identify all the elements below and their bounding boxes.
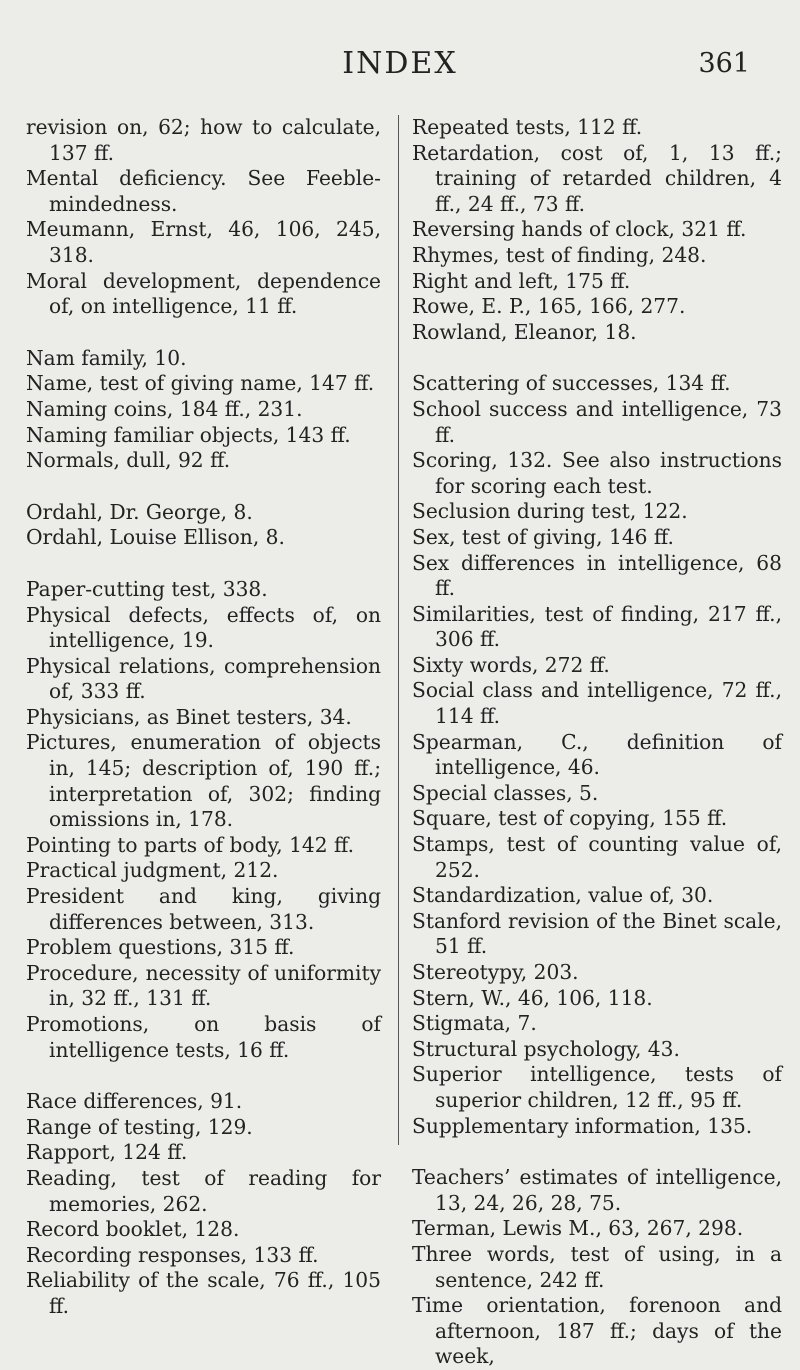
- index-entry: Stamps, test of counting value of, 252.: [412, 832, 782, 882]
- index-entry: Scattering of successes, 134 ff.: [412, 371, 731, 396]
- index-entry: revision on, 62; how to calculate, 137 ff.: [26, 115, 381, 165]
- index-entry: Ordahl, Dr. George, 8.: [26, 499, 253, 524]
- index-entry: Moral development, dependence of, on intelligence, 11 ff.: [26, 268, 381, 319]
- index-entry: Paper-cutting test, 338.: [26, 576, 268, 601]
- index-entry: Mental deficiency. See Feeble-mindedness.: [26, 166, 381, 216]
- index-entry: Range of testing, 129.: [26, 1114, 253, 1139]
- group-spacer: [26, 474, 381, 500]
- group-spacer: [26, 1063, 381, 1089]
- column-divider: [398, 115, 399, 1145]
- index-entry: Physicians, as Binet testers, 34.: [26, 704, 352, 729]
- index-entry: Rowe, E. P., 165, 166, 277.: [412, 294, 686, 319]
- index-entry: Pictures, enumeration of objects in, 145; description of, 190 ff.; interpretation of, 302; finding omissions in, 178.: [26, 730, 381, 832]
- page-number: 361: [698, 48, 750, 79]
- index-entry: Stanford revision of the Binet scale, 51 ff.: [412, 908, 782, 959]
- index-entry: Naming familiar objects, 143 ff.: [26, 422, 351, 447]
- index-entry: Nam family, 10.: [26, 345, 187, 370]
- index-entry: Rapport, 124 ff.: [26, 1140, 188, 1165]
- index-entry: Physical defects, effects of, on intelligence, 19.: [26, 602, 381, 653]
- index-entry: Procedure, necessity of uniformity in, 32 ff., 131 ff.: [26, 960, 381, 1011]
- page-header: [0, 46, 800, 86]
- index-entry: President and king, giving differences between, 313.: [26, 884, 381, 934]
- index-entry: Similarities, test of finding, 217 ff., 306 ff.: [412, 601, 782, 652]
- index-entry: Reversing hands of clock, 321 ff.: [412, 217, 747, 242]
- index-entry: Social class and intelligence, 72 ff., 114 ff.: [412, 678, 782, 729]
- index-entry: Reading, test of reading for memories, 262.: [26, 1165, 381, 1216]
- index-entry: Sex, test of giving, 146 ff.: [412, 524, 674, 549]
- index-entry: Meumann, Ernst, 46, 106, 245, 318.: [26, 217, 381, 267]
- group-spacer: [26, 551, 381, 577]
- index-entry: Repeated tests, 112 ff.: [412, 115, 643, 139]
- index-entry: Three words, test of using, in a sentence, 242 ff.: [412, 1241, 782, 1292]
- group-spacer: [412, 345, 782, 371]
- index-entry: Pointing to parts of body, 142 ff.: [26, 832, 355, 857]
- index-entry: Terman, Lewis M., 63, 267, 298.: [412, 1216, 744, 1241]
- index-entry: Structural psychology, 43.: [412, 1036, 680, 1061]
- group-spacer: [412, 1139, 782, 1165]
- left-column: [26, 115, 381, 1320]
- right-column: [412, 115, 782, 1370]
- group-spacer: [26, 320, 381, 346]
- index-entry: Rhymes, test of finding, 248.: [412, 242, 707, 267]
- index-entry: Ordahl, Louise Ellison, 8.: [26, 525, 285, 550]
- index-entry: Race differences, 91.: [26, 1089, 243, 1114]
- index-entry: Normals, dull, 92 ff.: [26, 448, 231, 473]
- index-entry: Record booklet, 128.: [26, 1217, 240, 1242]
- index-entry: Spearman, C., definition of intelligence, 46.: [412, 729, 782, 780]
- index-entry: Superior intelligence, tests of superior children, 12 ff., 95 ff.: [412, 1062, 782, 1112]
- index-entry: Supplementary information, 135.: [412, 1113, 753, 1138]
- index-entry: Promotions, on basis of intelligence tests, 16 ff.: [26, 1012, 381, 1062]
- index-entry: Standardization, value of, 30.: [412, 883, 714, 908]
- index-entry: Teachers’ estimates of intelligence, 13, 24, 26, 28, 75.: [412, 1165, 782, 1215]
- index-entry: Recording responses, 133 ff.: [26, 1242, 319, 1267]
- index-entry: Stern, W., 46, 106, 118.: [412, 985, 653, 1010]
- index-entry: Sixty words, 272 ff.: [412, 652, 610, 677]
- index-entry: Right and left, 175 ff.: [412, 268, 631, 293]
- index-entry: Practical judgment, 212.: [26, 858, 279, 883]
- index-entry: School success and intelligence, 73 ff.: [412, 396, 782, 447]
- index-entry: Time orientation, forenoon and afternoon, 187 ff.; days of the week,: [412, 1293, 782, 1369]
- index-entry: Special classes, 5.: [412, 780, 599, 805]
- index-entry: Name, test of giving name, 147 ff.: [26, 371, 375, 396]
- index-entry: Stereotypy, 203.: [412, 960, 579, 984]
- index-entry: Retardation, cost of, 1, 13 ff.; training of retarded children, 4 ff., 24 ff., 73 ff.: [412, 140, 782, 216]
- index-entry: Physical relations, comprehension of, 333 ff.: [26, 653, 381, 704]
- index-entry: Stigmata, 7.: [412, 1011, 537, 1036]
- index-entry: Naming coins, 184 ff., 231.: [26, 396, 303, 421]
- index-entry: Seclusion during test, 122.: [412, 499, 688, 524]
- index-entry: Problem questions, 315 ff.: [26, 935, 295, 960]
- index-entry: Reliability of the scale, 76 ff., 105 ff.: [26, 1268, 381, 1318]
- index-entry: Square, test of copying, 155 ff.: [412, 806, 728, 831]
- index-entry: Sex differences in intelligence, 68 ff.: [412, 550, 782, 601]
- index-entry: Rowland, Eleanor, 18.: [412, 319, 637, 344]
- page-title: INDEX: [342, 46, 458, 81]
- index-entry: Scoring, 132. See also instructions for scoring each test.: [412, 448, 782, 498]
